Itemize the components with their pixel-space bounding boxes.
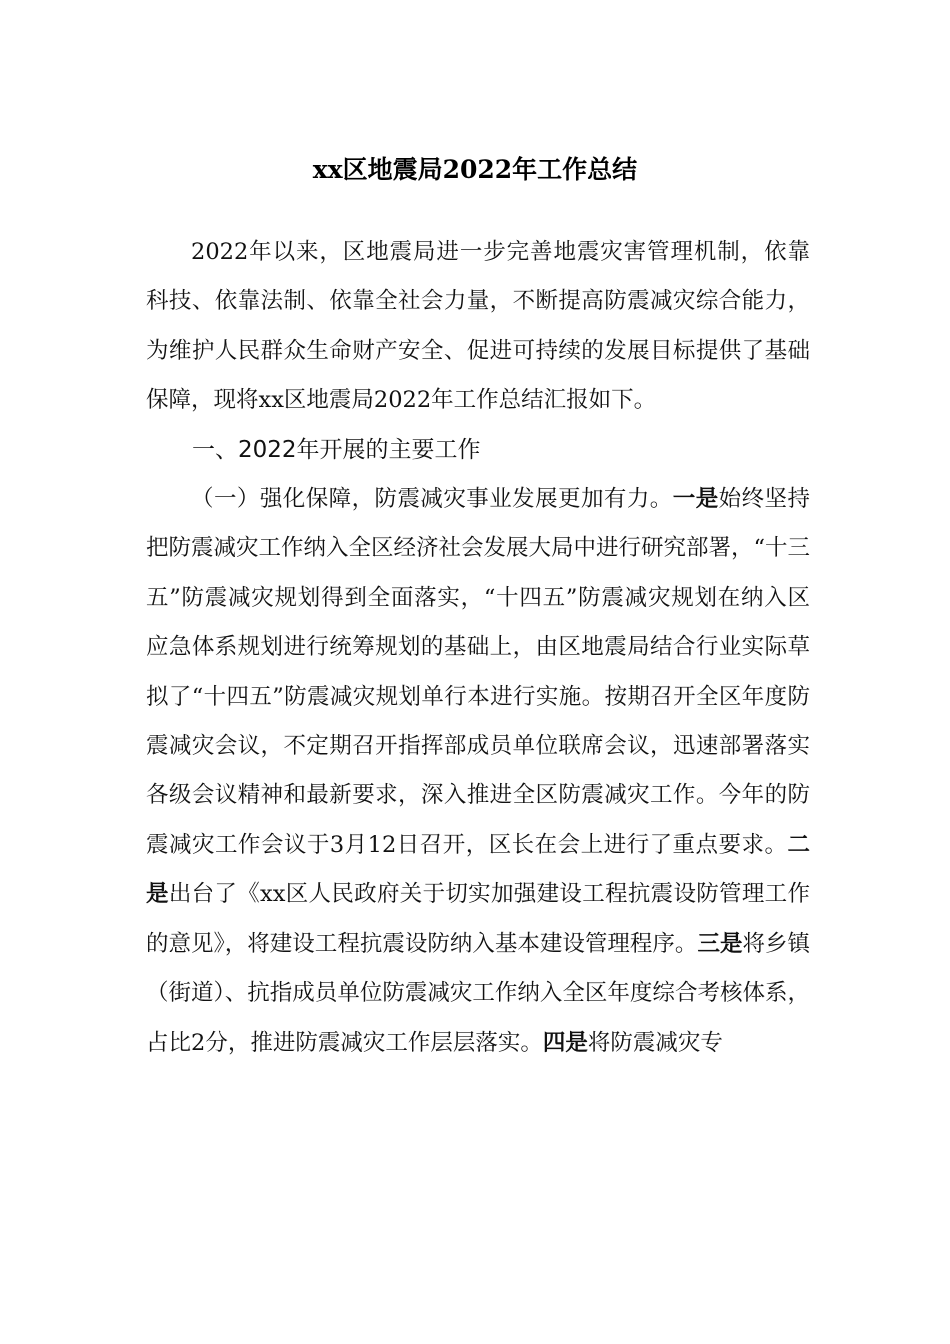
ordinal-marker-1: 一是 (672, 486, 719, 513)
document-title: xx区地震局2022年工作总结 (312, 155, 638, 184)
paragraph-text-4: 将防震减灾专 (587, 1029, 723, 1056)
paragraph-text-3: 将乡镇（街道）、抗指成员单位防震减灾工作纳入全区年度综合考核体系，占比2分，推进防震减灾工作层层落实。 (146, 930, 810, 1056)
ordinal-marker-4: 四是 (542, 1029, 588, 1056)
document-body (146, 228, 810, 1068)
paragraph-text-1: 始终坚持把防震减灾工作纳入全区经济社会发展大局中进行研究部署，“十三五”防震减灾规划得到全面落实，“十四五”防震减灾规划在纳入区应急体系规划进行统筹规划的基础上，由区地震局结合行业实际草拟了“十四五”防震减灾规划单行本进行实施。按期召开全区年度防震减灾会议，不定期召开指挥部成员单位联席会议，迅速部署落实各级会议精神和最新要求，深入推进全区防震减灾工作。今年的防震减灾工作会议于3月12日召开，区长在会上进行了重点要求。 (146, 486, 811, 858)
intro-paragraph: 2022年以来，区地震局进一步完善地震灾害管理机制，依靠科技、依靠法制、依靠全社会力量，不断提高防震减灾综合能力，为维护人民群众生命财产安全、促进可持续的发展目标提供了基础保障，现将xx区地震局2022年工作总结汇报如下。 (146, 239, 810, 414)
paragraph-text-2: 出台了《xx区人民政府关于切实加强建设工程抗震设防管理工作的意见》，将建设工程抗震设防纳入基本建设管理程序。 (146, 881, 810, 957)
ordinal-marker-3: 三是 (697, 930, 743, 957)
ordinal-marker-2: 二是 (146, 831, 810, 908)
subsection-lead: （一）强化保障，防震减灾事业发展更加有力。 (191, 486, 673, 513)
subsection-paragraph (146, 475, 810, 1068)
section-heading: 一、2022年开展的主要工作 (192, 436, 481, 463)
